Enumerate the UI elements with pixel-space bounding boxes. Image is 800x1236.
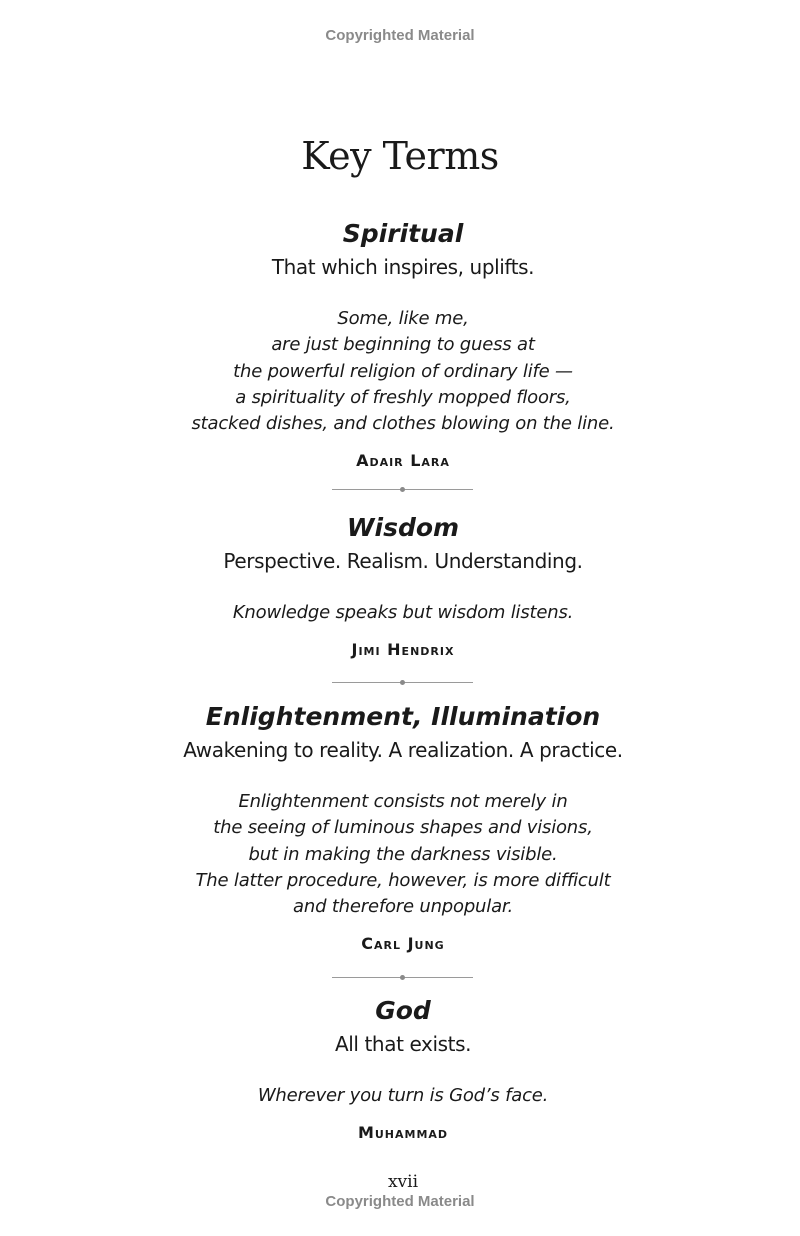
term-heading-wisdom: Wisdom (346, 513, 460, 542)
term-definition-wisdom: Perspective. Realism. Understanding. (223, 549, 583, 573)
quote-line: Wherever you turn is God’s face. (257, 1085, 549, 1106)
quote-line: stacked dishes, and clothes blowing on the line. (191, 413, 615, 435)
term-heading-spiritual: Spiritual (342, 219, 464, 248)
quote-line: The latter procedure, however, is more difficult (195, 869, 611, 891)
quote-line: Enlightenment consists not merely in (238, 791, 568, 812)
quote-line: Knowledge speaks but wisdom listens. (232, 602, 574, 623)
term-heading-enlightenment: Enlightenment, Illumination (205, 702, 601, 731)
term-definition-spiritual: That which inspires, uplifts. (271, 255, 535, 279)
term-definition-enlightenment: Awakening to reality. A realization. A practice. (183, 738, 623, 762)
page-number: xvii (387, 1172, 419, 1192)
term-definition-god: All that exists. (334, 1032, 472, 1056)
quote-line: and therefore unpopular. (293, 896, 513, 918)
copyright-notice-bottom: Copyrighted Material (325, 1193, 475, 1210)
quote-line: a spirituality of freshly mopped floors, (235, 386, 571, 408)
quote-spiritual (0, 306, 800, 437)
quote-god (0, 1083, 800, 1109)
copyright-notice-top: Copyrighted Material (325, 27, 475, 44)
page-title: Key Terms (301, 134, 499, 178)
quote-author-enlightenment: Carl Jung (361, 934, 445, 953)
section-divider (332, 487, 473, 493)
quote-line: the seeing of luminous shapes and visions, (213, 817, 593, 839)
quote-line: the powerful religion of ordinary life — (233, 360, 573, 382)
section-divider (332, 680, 473, 686)
quote-line: are just beginning to guess at (271, 334, 535, 356)
quote-wisdom (0, 600, 800, 626)
quote-author-god: Muhammad (357, 1123, 449, 1142)
quote-line: Some, like me, (337, 308, 469, 329)
quote-line: but in making the darkness visible. (248, 843, 558, 865)
term-heading-god: God (375, 996, 431, 1025)
quote-author-wisdom: Jimi Hendrix (351, 640, 455, 659)
section-divider (332, 975, 473, 981)
quote-author-spiritual: Adair Lara (356, 451, 450, 470)
quote-enlightenment (0, 789, 800, 920)
